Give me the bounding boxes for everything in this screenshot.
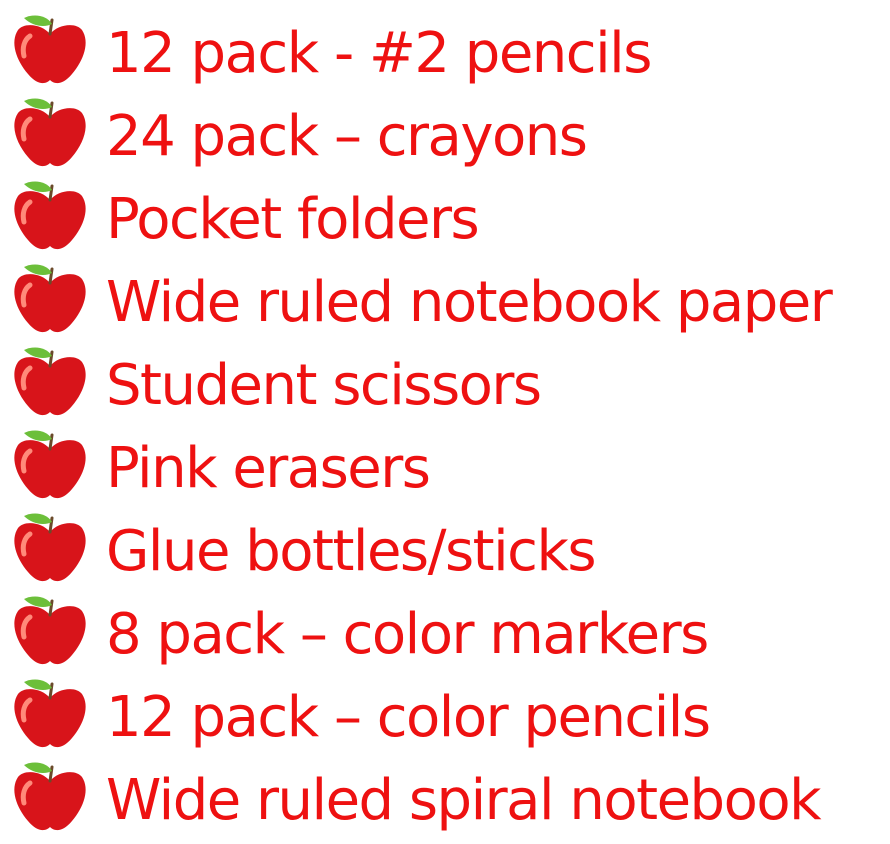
item-label: Pink erasers	[106, 436, 430, 501]
list-item	[0, 427, 890, 511]
apple-icon	[6, 344, 94, 428]
list-item	[0, 12, 890, 96]
list-item	[0, 676, 890, 760]
apple-icon	[6, 95, 94, 179]
apple-icon	[6, 12, 94, 96]
item-label: 8 pack – color markers	[106, 602, 708, 667]
item-label: 12 pack – color pencils	[106, 685, 710, 750]
list-item	[0, 178, 890, 262]
list-item	[0, 593, 890, 677]
list-item	[0, 95, 890, 179]
item-label: Pocket folders	[106, 187, 479, 252]
apple-icon	[6, 676, 94, 760]
apple-icon	[6, 178, 94, 262]
apple-icon	[6, 261, 94, 345]
item-label: Wide ruled spiral notebook	[106, 768, 821, 833]
apple-icon	[6, 593, 94, 677]
apple-icon	[6, 427, 94, 511]
list-item	[0, 510, 890, 594]
apple-icon	[6, 759, 94, 843]
item-label: Wide ruled notebook paper	[106, 270, 832, 335]
item-label: 12 pack - #2 pencils	[106, 21, 651, 86]
item-label: Glue bottles/sticks	[106, 519, 596, 584]
item-label: Student scissors	[106, 353, 541, 418]
list-item	[0, 759, 890, 843]
list-item	[0, 261, 890, 345]
item-label: 24 pack – crayons	[106, 104, 587, 169]
apple-icon	[6, 510, 94, 594]
list-item	[0, 344, 890, 428]
